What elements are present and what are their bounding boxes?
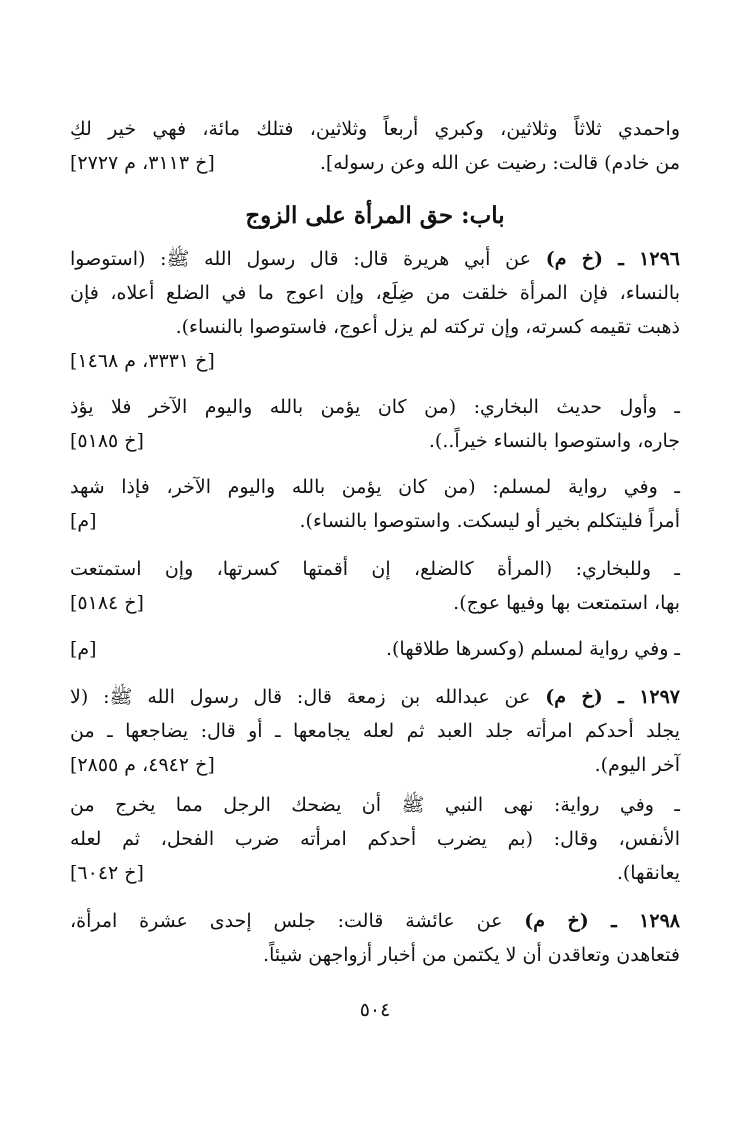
hadith-number: ١٢٩٨ ـ (خ م) bbox=[524, 910, 680, 932]
source-reference: [م] bbox=[70, 510, 97, 532]
source-reference: [خ ٦٠٤٢] bbox=[70, 862, 144, 884]
hadith-number: ١٢٩٦ ـ (خ م) bbox=[545, 248, 680, 270]
hadith-text: آخر اليوم). bbox=[594, 754, 680, 776]
text-line bbox=[70, 586, 680, 620]
source-reference: [خ ٤٩٤٢، م ٢٨٥٥] bbox=[70, 754, 215, 776]
riwaya-text: يعانقها). bbox=[616, 862, 680, 884]
text-line bbox=[70, 788, 680, 822]
source-reference: [م] bbox=[70, 638, 97, 660]
text-line bbox=[70, 424, 680, 458]
source-reference: [خ ٥١٨٤] bbox=[70, 592, 144, 614]
riwaya-text: ـ وللبخاري: (المرأة كالضلع، إن أقمتها كسرتها، وإن استمتعت bbox=[70, 558, 680, 580]
text-line bbox=[70, 390, 680, 424]
source-reference: [خ ٣١١٣، م ٢٧٢٧] bbox=[70, 152, 215, 174]
hadith-number: ١٢٩٧ ـ (خ م) bbox=[545, 686, 681, 708]
text-line bbox=[70, 112, 680, 146]
hadith-text: يجلد أحدكم امرأته جلد العبد ثم لعله يجامعها ـ أو قال: يضاجعها ـ من bbox=[70, 720, 680, 742]
riwaya-text: ـ وفي رواية لمسلم: (من كان يؤمن بالله واليوم الآخر، فإذا شهد bbox=[70, 476, 680, 498]
source-reference: [خ ٥١٨٥] bbox=[70, 430, 144, 452]
text-line bbox=[70, 680, 680, 714]
text-line bbox=[70, 552, 680, 586]
riwaya-text: بها، استمتعت بها وفيها عوج). bbox=[453, 592, 680, 614]
text-line bbox=[70, 822, 680, 856]
riwaya-text: ـ وأول حديث البخاري: (من كان يؤمن بالله واليوم الآخر فلا يؤذ bbox=[70, 396, 680, 418]
hadith-text: عن عبدالله بن زمعة قال: قال رسول الله ﷺ: (لا bbox=[70, 686, 531, 708]
riwaya-text: الأنفس، وقال: (بم يضرب أحدكم امرأته ضرب الفحل، ثم لعله bbox=[70, 828, 680, 850]
book-page bbox=[70, 0, 680, 1121]
text-line bbox=[70, 904, 680, 938]
prev-hadith-line-1: واحمدي ثلاثاً وثلاثين، وكبري أربعاً وثلاثين، فتلك مائة، فهي خير لكِ bbox=[70, 118, 680, 140]
page-number: ٥٠٤ bbox=[359, 999, 391, 1021]
text-line bbox=[70, 714, 680, 748]
text-line bbox=[70, 146, 680, 180]
text-line bbox=[70, 632, 680, 666]
text-line bbox=[70, 856, 680, 890]
hadith-text: فتعاهدن وتعاقدن أن لا يكتمن من أخبار أزواجهن شيئاً. bbox=[263, 944, 680, 966]
riwaya-text: أمراً فليتكلم بخير أو ليسكت. واستوصوا بالنساء). bbox=[299, 510, 680, 532]
hadith-text: ذهبت تقيمه كسرته، وإن تركته لم يزل أعوج، فاستوصوا بالنساء). bbox=[175, 316, 680, 338]
text-line bbox=[70, 344, 680, 378]
chapter-title: باب: حق المرأة على الزوج bbox=[245, 202, 505, 229]
hadith-text: عن أبي هريرة قال: قال رسول الله ﷺ: (استوصوا bbox=[70, 248, 531, 270]
hadith-text: بالنساء، فإن المرأة خلقت من ضِلَع، وإن اعوج ما في الضلع أعلاه، فإن bbox=[70, 282, 680, 304]
text-line bbox=[70, 748, 680, 782]
text-line bbox=[70, 470, 680, 504]
text-line bbox=[70, 310, 680, 344]
text-line bbox=[70, 504, 680, 538]
text-line bbox=[70, 938, 680, 972]
prev-hadith-line-2: من خادم) قالت: رضيت عن الله وعن رسوله]. bbox=[319, 152, 680, 174]
riwaya-text: ـ وفي رواية: نهى النبي ﷺ أن يضحك الرجل مما يخرج من bbox=[70, 794, 680, 816]
hadith-text: عن عائشة قالت: جلس إحدى عشرة امرأة، bbox=[70, 910, 503, 932]
riwaya-text: جاره، واستوصوا بالنساء خيراً..). bbox=[428, 430, 680, 452]
text-line bbox=[70, 276, 680, 310]
riwaya-text: ـ وفي رواية لمسلم (وكسرها طلاقها). bbox=[385, 638, 680, 660]
source-reference: [خ ٣٣٣١، م ١٤٦٨] bbox=[70, 350, 215, 372]
text-line bbox=[70, 242, 680, 276]
